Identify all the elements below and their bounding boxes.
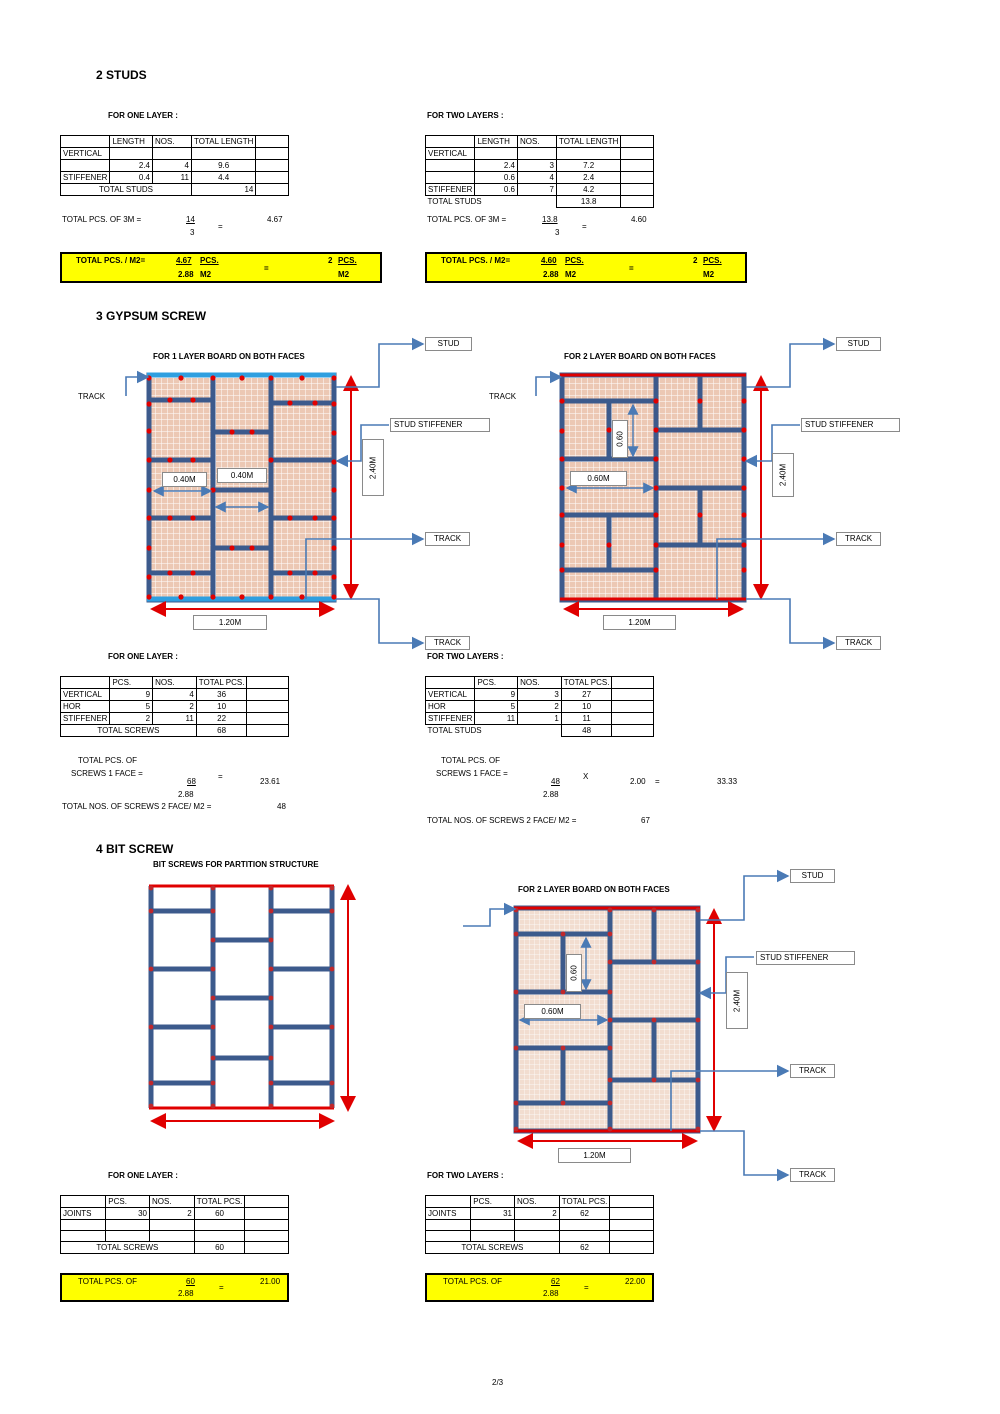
gypsum-two-calc-x: X (583, 772, 589, 781)
bit-d2-dim-a: 0.60M (524, 1004, 581, 1019)
studs-heading: 2 STUDS (96, 68, 147, 82)
studs-two-pcs-eq: = (582, 222, 587, 231)
studs-one-pcs-result: 4.67 (267, 215, 283, 224)
page-number: 2/3 (492, 1378, 504, 1387)
studs-two-table: LENGTH NOS. TOTAL LENGTH VERTICAL 2.4 3 7.2 0.6 4 2.4 STIFFENER 0.6 7 4.2 TOTAL STUDS 13.8 (425, 135, 654, 208)
gypsum-d2-track-left: TRACK (489, 392, 517, 401)
gypsum-d2-stud-label: STUD (836, 337, 881, 351)
gypsum-d2-height-dim: 2.40M (772, 453, 794, 497)
studs-one-caption: FOR ONE LAYER : (108, 111, 178, 120)
bit-one-result-box: TOTAL PCS. OF 60 2.88 = 21.00 (60, 1273, 289, 1302)
gypsum-two-calc-l1: TOTAL PCS. OF (441, 756, 500, 765)
gypsum-d1-stiffener-label: STUD STIFFENER (390, 418, 490, 432)
gypsum-two-caption: FOR TWO LAYERS : (427, 652, 504, 661)
gypsum-one-calc-l1: TOTAL PCS. OF (78, 756, 137, 765)
studs-one-pcs-eq: = (218, 222, 223, 231)
studs-two-pcs-label: TOTAL PCS. OF 3M = (427, 215, 507, 224)
studs-one-result-box: TOTAL PCS. / M2= 4.67 PCS. 2.88 M2 = 2 PCS. M2 (60, 252, 382, 283)
gypsum-one-calc-eq: = (218, 772, 223, 781)
gypsum-one-table: PCS. NOS. TOTAL PCS. VERTICAL 9 4 36 HOR 5 2 10 STIFFENER 2 11 22 TOTAL SCREWS 68 (60, 676, 289, 737)
bit-d2-stud-label: STUD (790, 869, 835, 883)
bit-heading: 4 BIT SCREW (96, 842, 174, 856)
bit-d2-track-bottom-label: TRACK (790, 1168, 835, 1182)
gypsum-one-calc-num: 68 (187, 777, 196, 786)
studs-two-caption: FOR TWO LAYERS : (427, 111, 504, 120)
gypsum-heading: 3 GYPSUM SCREW (96, 309, 207, 323)
studs-one-pcs-label: TOTAL PCS. OF 3M = (62, 215, 142, 224)
bit-two-table: PCS. NOS. TOTAL PCS. JOINTS 31 2 62 TOTAL SCREWS 62 (425, 1195, 654, 1254)
gypsum-d2-width-dim: 1.20M (603, 615, 676, 630)
gypsum-d2-dim-v: 0.60 (612, 420, 628, 458)
studs-one-table: LENGTH NOS. TOTAL LENGTH VERTICAL 2.4 4 9.6 STIFFENER 0.4 11 4.4 TOTAL STUDS 14 (60, 135, 289, 196)
bit-d2-height-dim: 2.40M (726, 972, 748, 1029)
studs-two-result-box: TOTAL PCS. / M2= 4.60 PCS. 2.88 M2 = 2 PCS. M2 (425, 252, 747, 283)
gypsum-one-calc-den: 2.88 (178, 790, 194, 799)
gypsum-d1-track-mid-label: TRACK (425, 532, 470, 546)
bit-d2-stiffener-label: STUD STIFFENER (756, 951, 855, 965)
gypsum-d2-dim-a: 0.60M (570, 471, 627, 486)
gypsum-two-calc-l2: SCREWS 1 FACE = (436, 769, 508, 778)
gypsum-d1-title: FOR 1 LAYER BOARD ON BOTH FACES (153, 352, 305, 361)
gypsum-d2-stiffener-label: STUD STIFFENER (801, 418, 900, 432)
bit-two-result-box: TOTAL PCS. OF 62 2.88 = 22.00 (425, 1273, 654, 1302)
gypsum-d1-width-dim: 1.20M (193, 615, 267, 630)
studs-two-pcs-den: 3 (555, 228, 560, 237)
gypsum-d1-dim-b: 0.40M (217, 468, 267, 483)
gypsum-one-calc-result: 23.61 (260, 777, 281, 786)
gypsum-d1-stud-label: STUD (425, 337, 472, 351)
bit-d2-title: FOR 2 LAYER BOARD ON BOTH FACES (518, 885, 670, 894)
gypsum-d1-dim-a: 0.40M (162, 472, 207, 487)
bit-diagram1 (149, 886, 348, 1121)
gypsum-two-calc-num: 48 (551, 777, 560, 786)
gypsum-d1-height-dim: 2.40M (362, 439, 384, 496)
gypsum-d2-track-mid-label: TRACK (836, 532, 881, 546)
bit-d2-dim-v: 0.60 (566, 954, 582, 992)
gypsum-two-calc-eq: = (655, 777, 660, 786)
gypsum-d2-title: FOR 2 LAYER BOARD ON BOTH FACES (564, 352, 716, 361)
gypsum-one-final-label: TOTAL NOS. OF SCREWS 2 FACE/ M2 = (62, 802, 212, 811)
bit-one-table: PCS. NOS. TOTAL PCS. JOINTS 30 2 60 TOTAL SCREWS 60 (60, 1195, 289, 1254)
gypsum-two-calc-mult: 2.00 (630, 777, 646, 786)
gypsum-one-calc-l2: SCREWS 1 FACE = (71, 769, 143, 778)
studs-two-pcs-result: 4.60 (631, 215, 647, 224)
gypsum-two-final-value: 67 (641, 816, 650, 825)
bit-two-caption: FOR TWO LAYERS : (427, 1171, 504, 1180)
gypsum-two-calc-den: 2.88 (543, 790, 559, 799)
bit-one-caption: FOR ONE LAYER : (108, 1171, 178, 1180)
gypsum-d2-track-bottom-label: TRACK (836, 636, 881, 650)
studs-one-pcs-num: 14 (186, 215, 195, 224)
studs-one-pcs-den: 3 (190, 228, 195, 237)
gypsum-two-final-label: TOTAL NOS. OF SCREWS 2 FACE/ M2 = (427, 816, 577, 825)
bit-d1-title: BIT SCREWS FOR PARTITION STRUCTURE (153, 860, 319, 869)
gypsum-two-table: PCS. NOS. TOTAL PCS. VERTICAL 9 3 27 HOR 5 2 10 STIFFENER 11 1 11 TOTAL STUDS 48 (425, 676, 654, 737)
gypsum-d1-track-left: TRACK (78, 392, 106, 401)
bit-d2-width-dim: 1.20M (558, 1148, 631, 1163)
bit-d2-track-mid-label: TRACK (790, 1064, 835, 1078)
gypsum-d1-track-bottom-label: TRACK (425, 636, 470, 650)
gypsum-one-final-value: 48 (277, 802, 286, 811)
gypsum-one-caption: FOR ONE LAYER : (108, 652, 178, 661)
gypsum-two-calc-result: 33.33 (717, 777, 738, 786)
studs-two-pcs-num: 13.8 (542, 215, 558, 224)
